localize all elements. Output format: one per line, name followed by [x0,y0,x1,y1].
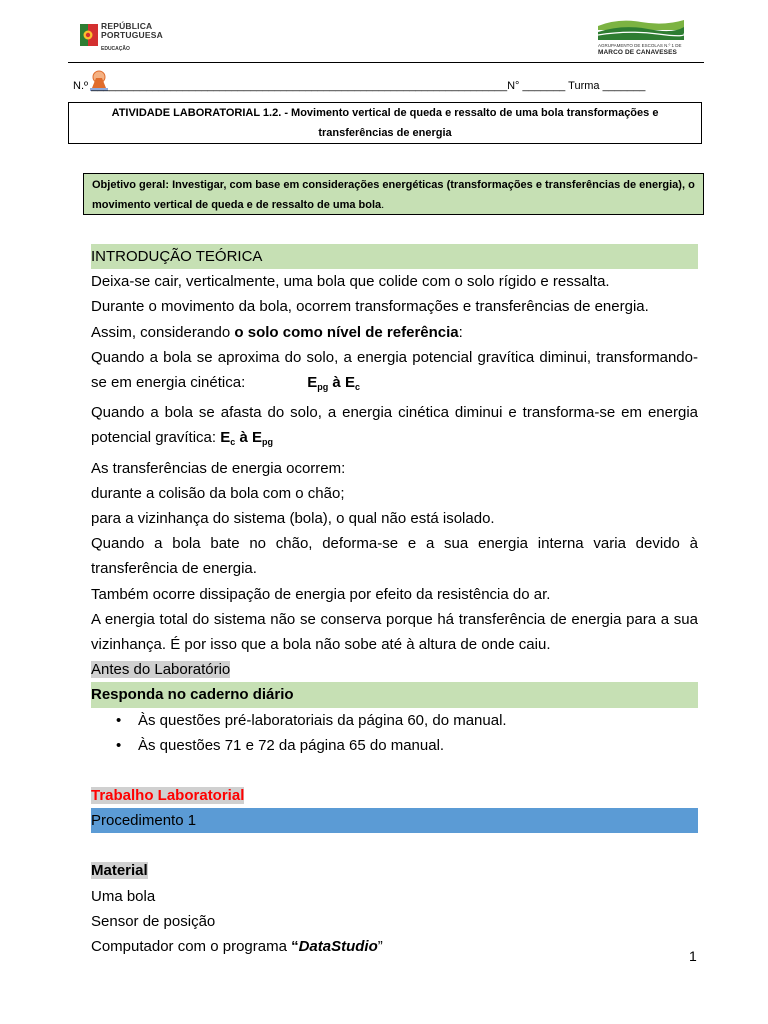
question-list [91,708,698,758]
bullet-text-2: Às questões 71 e 72 da página 65 do manual. [138,736,445,754]
intro-p5 [91,400,698,455]
republica-portuguesa-logo [80,22,180,56]
reference-level-text: o solo como nível de referência [234,323,459,341]
procedure-heading-text: Procedimento 1 [91,812,197,830]
intro-p4-text: Quando a bola se aproxima do solo, a energia potencial gravítica diminui, transformando-se em energia cinética: [91,348,698,392]
list-item [116,708,698,733]
material-item-ball: Uma bola [91,887,156,905]
school-landscape-icon [598,16,684,40]
bullet-text-1: Às questões pré-laboratoriais da página 60, do manual. [138,711,507,729]
page-number: 1 [689,948,697,964]
procedure-heading [91,808,698,833]
intro-heading [91,244,698,269]
quote-open: “ [291,938,299,956]
respond-heading-text: Responda no caderno diário [91,686,294,704]
equation-ec-to-epg: $E_c$ à $E_{pg}$ [220,429,273,448]
objective-box [83,173,704,215]
computer-text: Computador com o programa [91,938,292,956]
datastudio-text: DataStudio [298,938,378,956]
intro-p4 [91,345,698,400]
material-heading-text: Material [91,862,148,880]
intro-p3-c: : [458,323,463,341]
portuguesa-text: PORTUGUESA [101,30,163,40]
equation-epg-to-ec: $E_{pg}$ à $E_c$ [307,374,360,393]
intro-heading-text: INTRODUÇÃO TEÓRICA [91,248,263,265]
intro-p11: A energia total do sistema não se conserva porque há transferência de energia para a sua vizinhança. É por isso que a bola não sobe até à altura de onde caiu. [91,610,698,654]
student-name-field[interactable]: N.º ____________________________________________________________________N° _______ Turma _______ [73,80,646,92]
document-body [91,244,698,959]
lab-heading [91,783,698,808]
intro-p3 [91,320,698,345]
intro-p9: Quando a bola bate no chão, deforma-se e a sua energia interna varia devido à transferência de energia. [91,535,698,578]
school-logo [598,16,684,58]
material-item-computer [91,934,698,959]
intro-p5-text: Quando a bola se afasta do solo, a energia cinética diminui e transforma-se em energia potencial gravítica: [91,404,698,447]
material-item-sensor: Sensor de posição [91,912,216,930]
educacao-text: EDUCAÇÃO [101,46,130,52]
school-name-text: MARCO DE CANAVESES [598,49,677,56]
quote-close: ” [377,938,383,956]
portugal-emblem-icon [80,22,98,48]
intro-p1: Deixa-se cair, verticalmente, uma bola que colide com o solo rígido e ressalta. [91,273,610,291]
objective-text: Objetivo geral: Investigar, com base em considerações energéticas (transformações e transferências de energia), o movimento vertical de queda e de ressalto de uma bola [92,179,695,211]
activity-title: ATIVIDADE LABORATORIAL 1.2. - Movimento vertical de queda e ressalto de uma bola transformações e transferências de energia [68,102,702,144]
lab-heading-text: Trabalho Laboratorial [91,787,245,805]
republica-text: REPÚBLICA [101,21,153,31]
intro-p3-a: Assim, considerando [91,323,235,341]
list-item [116,733,698,758]
intro-p10: Também ocorre dissipação de energia por efeito da resistência do ar. [91,585,551,603]
bullet-icon: • [116,711,122,729]
bullet-icon: • [116,736,122,754]
school-small-text: AGRUPAMENTO DE ESCOLAS N.º 1 DE [598,43,682,48]
material-heading [91,858,698,883]
respond-heading [91,682,698,707]
objective-end: . [381,199,385,211]
before-lab-label [91,657,698,682]
intro-p6: As transferências de energia ocorrem: [91,459,346,477]
before-lab-text: Antes do Laboratório [91,661,231,679]
intro-p2: Durante o movimento da bola, ocorrem transformações e transferências de energia. [91,298,649,316]
intro-p7: durante a colisão da bola com o chão; [91,484,345,502]
intro-p8: para a vizinhança do sistema (bola), o qual não está isolado. [91,510,495,528]
